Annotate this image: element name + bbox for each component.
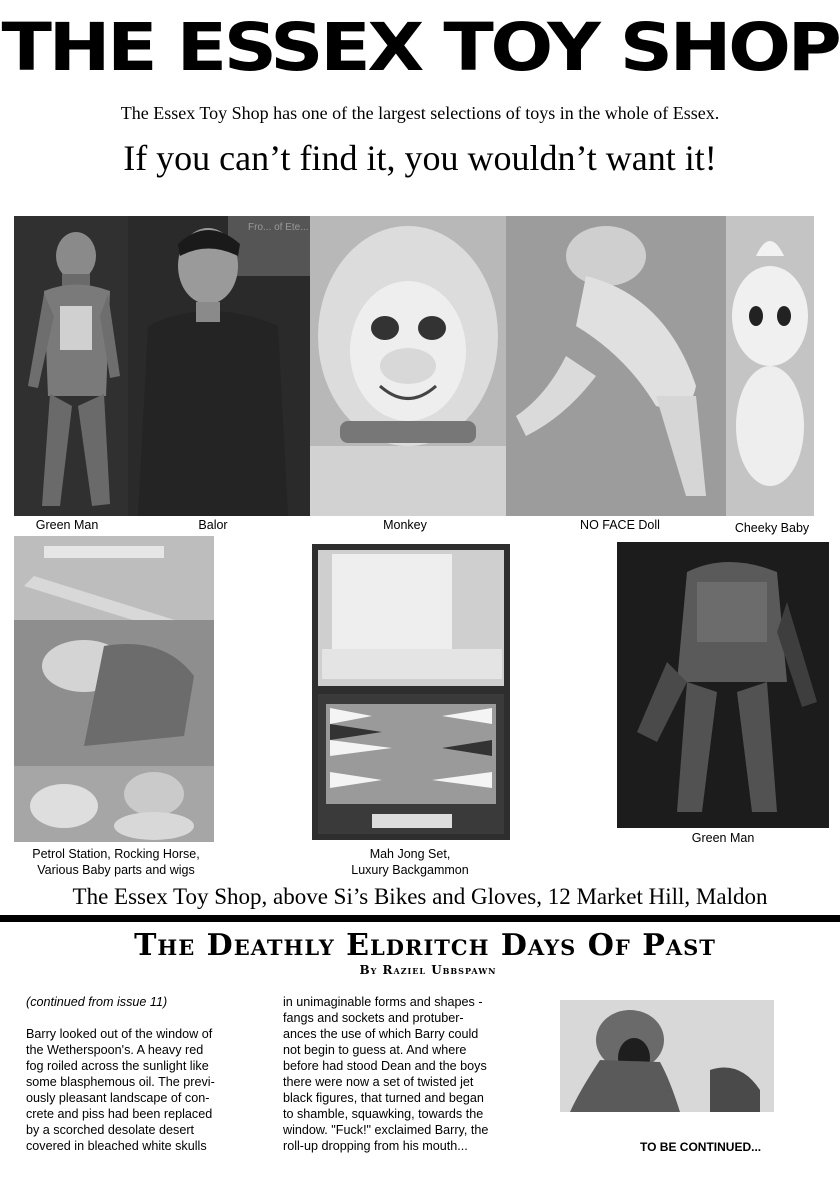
photo-creature [560, 1000, 774, 1112]
story-line: crete and piss had been replaced [26, 1107, 213, 1121]
photo-petrol-station [14, 536, 214, 842]
photo-green-man-2 [617, 542, 829, 828]
story-line: black figures, that turned and began [283, 1091, 484, 1105]
story-line: window. "Fuck!" exclaimed Barry, the [283, 1123, 489, 1137]
caption-mahjong [310, 846, 510, 878]
story-line: ously pleasant landscape of con- [26, 1091, 210, 1105]
caption-petrol-station [0, 846, 232, 878]
story-column-2 [283, 994, 533, 1154]
story-line: covered in bleached white skulls [26, 1139, 207, 1153]
caption-petrol-station-line1: Petrol Station, Rocking Horse, [32, 847, 200, 861]
intro-text: The Essex Toy Shop has one of the largest selections of toys in the whole of Essex. [120, 103, 720, 123]
story-line: roll-up dropping from his mouth... [283, 1139, 468, 1153]
masthead-title: THE ESSEX TOY SHOP [1, 9, 839, 86]
story-column-1 [26, 994, 266, 1154]
photo-mahjong-backgammon [312, 544, 510, 840]
poster-text: Fro... of Ete... [248, 222, 309, 233]
story-line: in unimaginable forms and shapes - [283, 995, 483, 1009]
photo-cheeky-baby [726, 216, 814, 516]
caption-green-man: Green Man [35, 518, 99, 532]
caption-cheeky-baby: Cheeky Baby [734, 521, 810, 535]
story-line: Barry looked out of the window of [26, 1027, 213, 1041]
photo-green-man [14, 216, 128, 516]
caption-green-man-2: Green Man [691, 831, 755, 845]
story-line: ances the use of which Barry could [283, 1027, 479, 1041]
story-title: The Deathly Eldritch Days Of Past [134, 928, 716, 963]
slogan: If you can’t find it, you wouldn’t want it! [123, 138, 717, 178]
photo-no-face-doll [506, 216, 726, 516]
story-line: by a scorched desolate desert [26, 1123, 195, 1137]
section-divider [0, 915, 840, 922]
story-line: there were now a set of twisted jet [283, 1075, 474, 1089]
story-line: before had stood Dean and the boys [283, 1059, 487, 1073]
caption-no-face-doll: NO FACE Doll [580, 518, 660, 532]
caption-petrol-station-line2: Various Baby parts and wigs [37, 863, 195, 877]
caption-balor: Balor [198, 518, 228, 532]
story-line: to shamble, squawking, towards the [283, 1107, 484, 1121]
story-line: fangs and sockets and protuber- [283, 1011, 464, 1025]
to-be-continued: TO BE CONTINUED... [640, 1140, 762, 1154]
photo-balor [128, 216, 310, 516]
caption-monkey: Monkey [383, 518, 427, 532]
story-byline: By Raziel Ubbspawn [359, 963, 497, 977]
story-continued-note: (continued from issue 11) [26, 995, 168, 1009]
story-line: fog roiled across the sunlight like [26, 1059, 209, 1073]
photo-monkey [310, 216, 506, 516]
story-line: the Wetherspoon's. A heavy red [26, 1043, 204, 1057]
story-line: some blasphemous oil. The previ- [26, 1075, 215, 1089]
shop-address: The Essex Toy Shop, above Si’s Bikes and Gloves, 12 Market Hill, Maldon [72, 884, 768, 909]
caption-mahjong-line1: Mah Jong Set, [369, 847, 451, 861]
caption-mahjong-line2: Luxury Backgammon [351, 863, 469, 877]
story-line: not begin to guess at. And where [283, 1043, 467, 1057]
